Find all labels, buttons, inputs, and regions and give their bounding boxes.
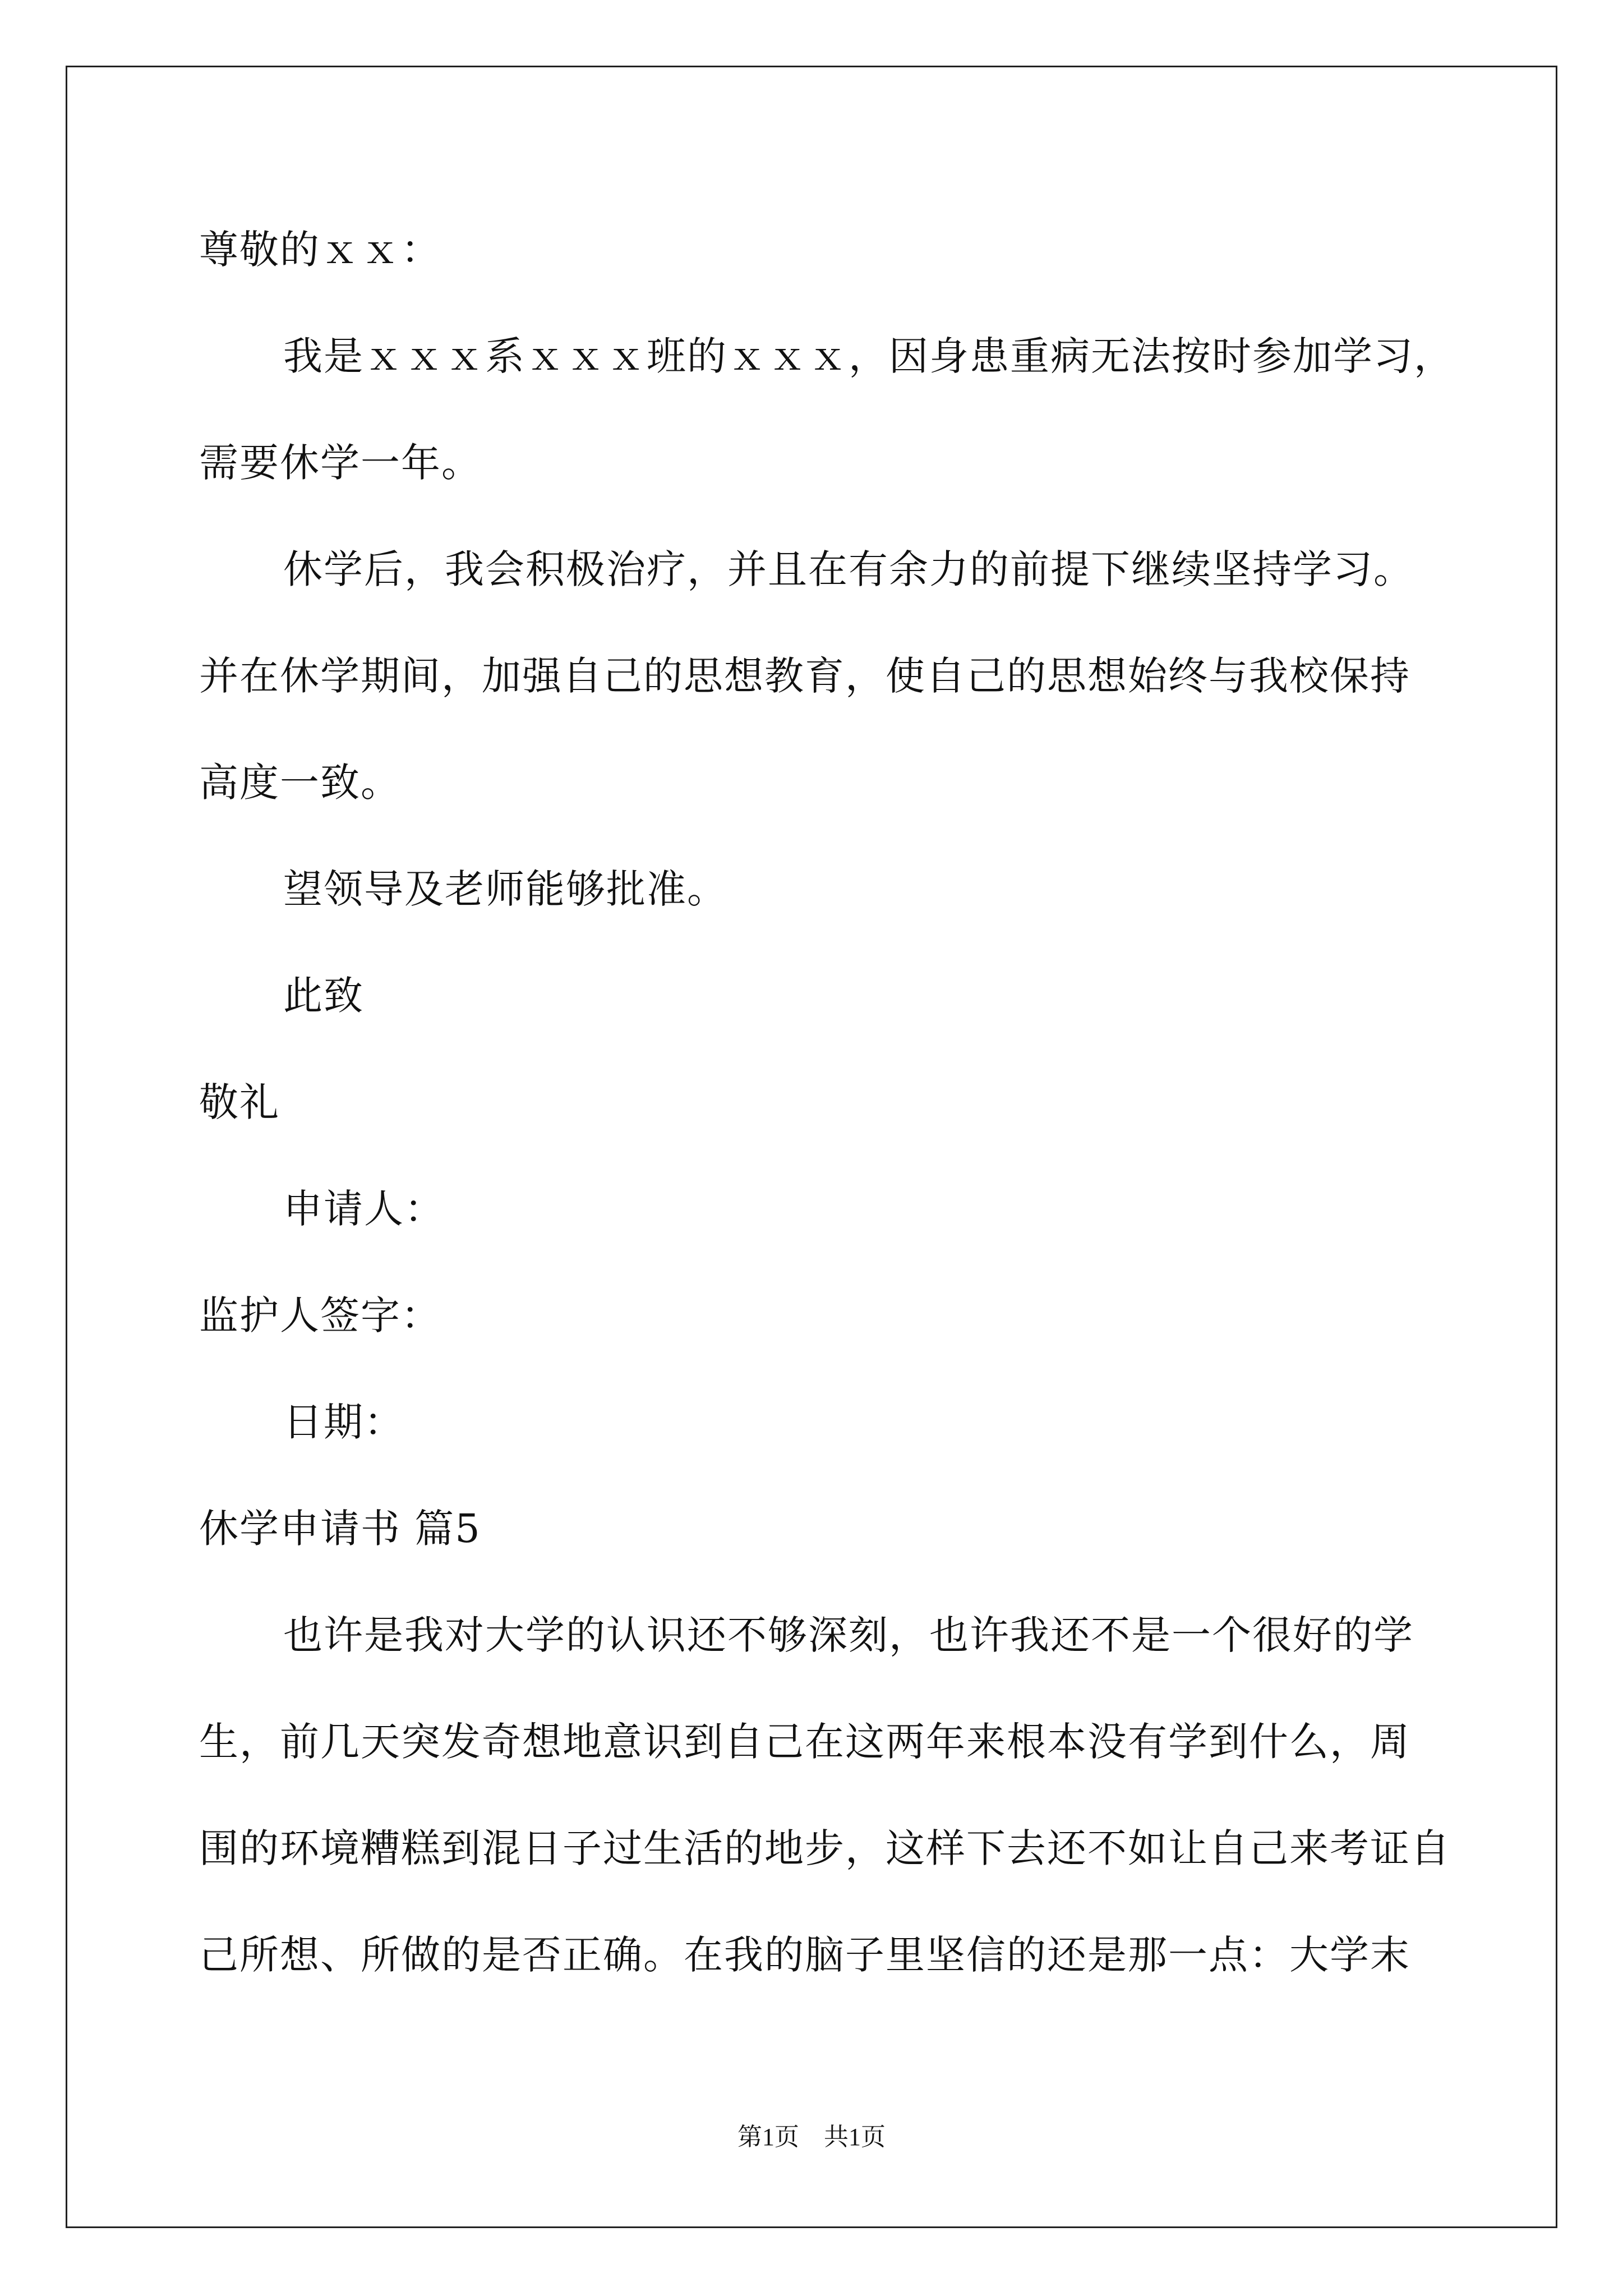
- page-footer: 第1页 共1页: [737, 2123, 886, 2151]
- paragraph-line: 己所想、所做的是否正确。在我的脑子里坚信的还是那一点：大学末: [199, 1932, 1410, 1978]
- paragraph-line: 我是ｘｘｘ系ｘｘｘ班的ｘｘｘ，因身患重病无法按时参加学习，: [283, 333, 1454, 379]
- paragraph-line: 高度一致。: [199, 760, 401, 806]
- paragraph-line: 生，前几天突发奇想地意识到自己在这两年来根本没有学到什么，周: [199, 1719, 1410, 1765]
- section-heading: 休学申请书 篇5: [199, 1506, 481, 1552]
- paragraph-line: 并在休学期间，加强自己的思想教育，使自己的思想始终与我校保持: [199, 653, 1410, 699]
- date-label: 日期：: [283, 1399, 404, 1445]
- closing-line: 此致: [283, 973, 364, 1019]
- guardian-signature-label: 监护人签字：: [199, 1292, 441, 1338]
- salutation: 尊敬的ｘｘ：: [199, 227, 441, 273]
- applicant-label: 申请人：: [283, 1186, 445, 1232]
- paragraph-line: 望领导及老师能够批准。: [283, 866, 727, 912]
- page-border: [66, 66, 1557, 2228]
- paragraph-line: 需要休学一年。: [199, 440, 482, 486]
- paragraph-line: 休学后，我会积极治疗，并且在有余力的前提下继续坚持学习。: [283, 546, 1414, 592]
- paragraph-line: 围的环境糟糕到混日子过生活的地步，这样下去还不如让自己来考证自: [199, 1825, 1451, 1871]
- closing-line: 敬礼: [199, 1079, 280, 1125]
- paragraph-line: 也许是我对大学的认识还不够深刻，也许我还不是一个很好的学: [283, 1612, 1414, 1658]
